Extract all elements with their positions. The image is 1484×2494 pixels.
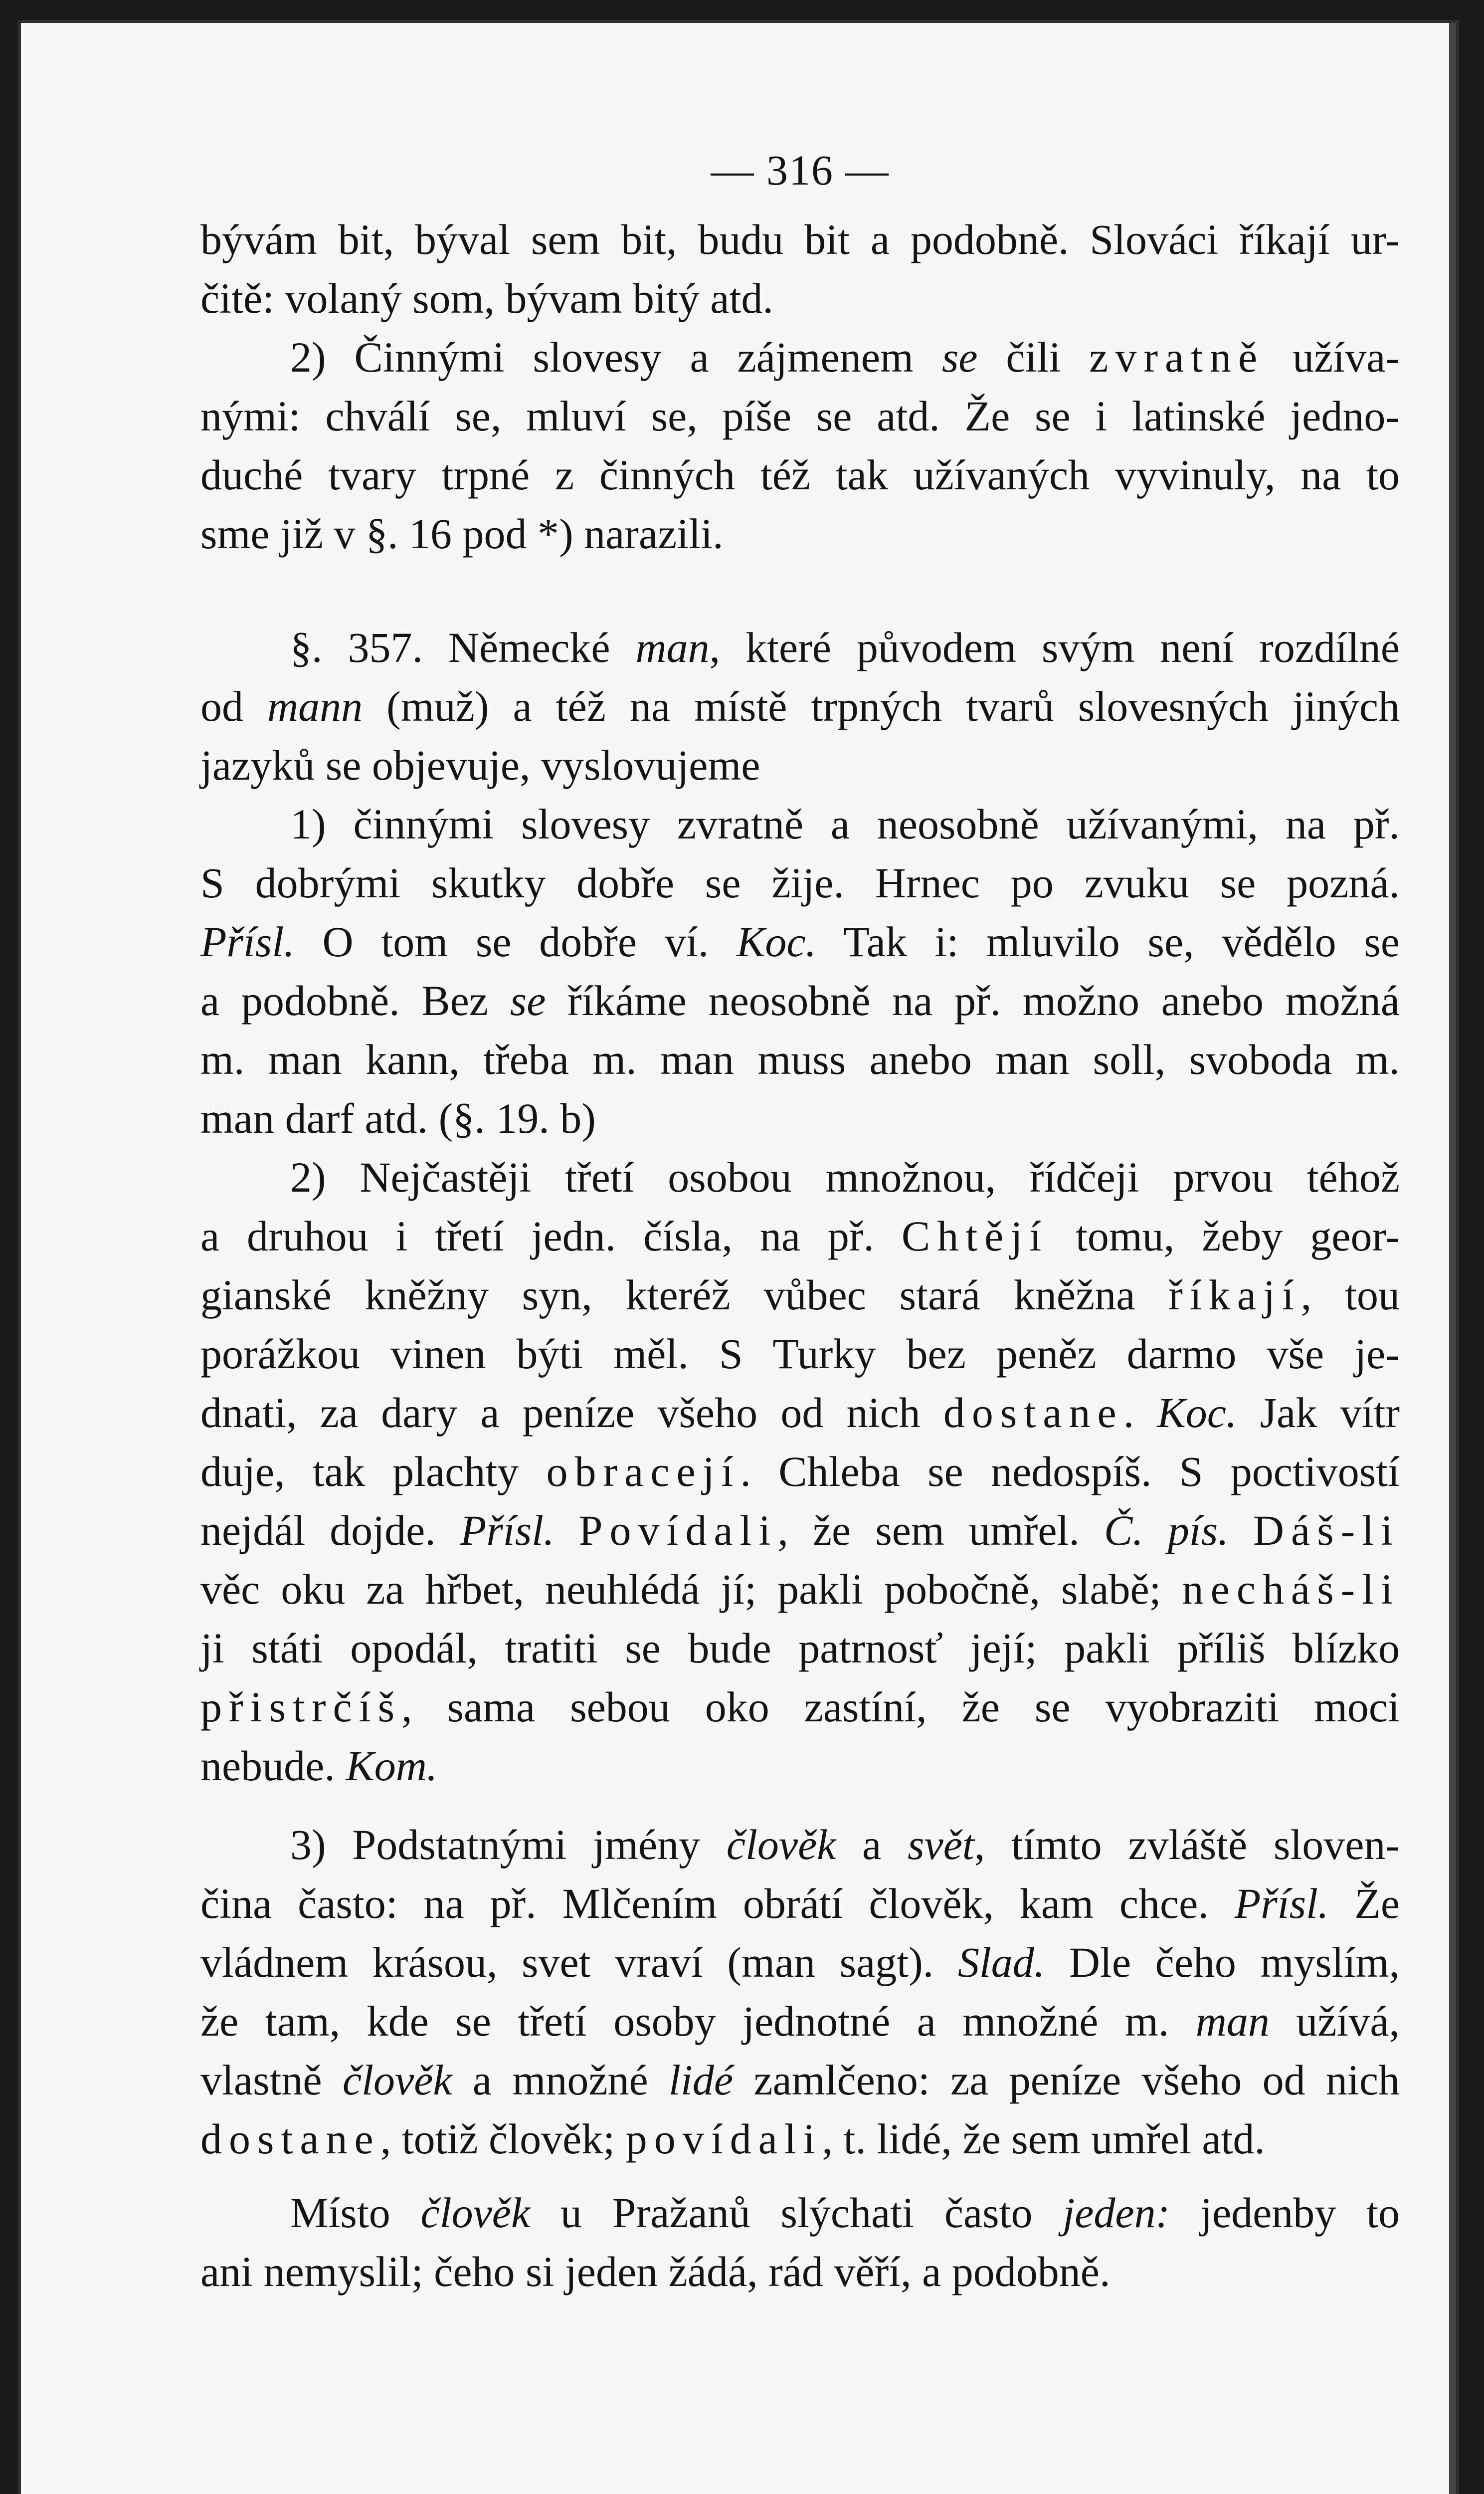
paragraph-point-3	[200, 1815, 1400, 2168]
text-line: 2) Nejčastěji třetí osobou množnou, řídčeji prvou téhož	[290, 1153, 1400, 1201]
text-line: §. 357. Německé man, které původem svým není rozdílné	[290, 624, 1400, 671]
text-line: 1) činnými slovesy zvratně a neosobně užívanými, na př.	[290, 800, 1400, 848]
text-line: 3) Podstatnými jmény člověk a svět, tímto zvláště sloven-	[290, 1821, 1400, 1869]
paragraph-1	[200, 210, 1400, 328]
text-line: Přísl. O tom se dobře ví. Koc. Tak i: mluvilo se, vědělo se	[200, 918, 1400, 966]
text-line: čina často: na př. Mlčením obrátí člověk, kam chce. Přísl. Že	[200, 1879, 1400, 1927]
text-line: vlastně člověk a množné lidé zamlčeno: za peníze všeho od nich	[200, 2056, 1400, 2104]
text-line: čitě: volaný som, bývam bitý atd.	[200, 274, 773, 322]
text-line: nými: chválí se, mluví se, píše se atd. Že se i latinské jedno-	[200, 392, 1400, 440]
text-line: jazyků se objevuje, vyslovujeme	[200, 741, 760, 789]
text-line: věc oku za hřbet, neuhlédá jí; pakli pobočně, slabě; necháš-li	[200, 1565, 1400, 1613]
paragraph-jeden	[200, 2183, 1400, 2301]
text-line: ji státi opodál, tratiti se bude patrnosť její; pakli příliš blízko	[200, 1624, 1400, 1672]
text-line: ani nemyslil; čeho si jeden žádá, rád věří, a podobně.	[200, 2248, 1111, 2295]
text-line: přistrčíš, sama sebou oko zastíní, že se vyobraziti moci	[200, 1683, 1400, 1731]
book-page	[18, 20, 1459, 2494]
text-line: a podobně. Bez se říkáme neosobně na př. možno anebo možná	[200, 977, 1400, 1025]
page-edge	[1449, 23, 1456, 2494]
paragraph-point-2	[200, 1148, 1400, 1795]
text-line: 2) Činnými slovesy a zájmenem se čili zvratně užíva-	[290, 333, 1400, 381]
paragraph-2	[200, 328, 1400, 563]
text-line: nebude. Kom.	[200, 1742, 438, 1790]
text-line: S dobrými skutky dobře se žije. Hrnec po zvuku se pozná.	[200, 859, 1400, 907]
text-line: porážkou vinen býti měl. S Turky bez peněz darmo vše je-	[200, 1330, 1400, 1378]
text-line: sme již v §. 16 pod *) narazili.	[200, 510, 724, 558]
text-line: dnati, za dary a peníze všeho od nich dostane. Koc. Jak vítr	[200, 1389, 1400, 1437]
page-text	[200, 135, 1400, 2301]
text-line: od mann (muž) a též na místě trpných tvarů slovesných jiných	[200, 682, 1400, 730]
text-line: man darf atd. (§. 19. b)	[200, 1094, 596, 1142]
text-line: a druhou i třetí jedn. čísla, na př. Chtějí tomu, žeby geor-	[200, 1212, 1400, 1260]
text-line: že tam, kde se třetí osoby jednotné a množné m. man užívá,	[200, 1997, 1400, 2045]
section-357	[200, 618, 1400, 795]
text-line: duje, tak plachty obracejí. Chleba se nedospíš. S poctivostí	[200, 1448, 1400, 1495]
text-line: vládnem krásou, svet vraví (man sagt). Slad. Dle čeho myslím,	[200, 1938, 1400, 1986]
page-number: — 316 —	[711, 146, 890, 194]
text-line: duché tvary trpné z činných též tak užívaných vyvinuly, na to	[200, 451, 1400, 499]
text-line: gianské kněžny syn, kteréž vůbec stará kněžna říkají, tou	[200, 1271, 1400, 1319]
text-line: nejdál dojde. Přísl. Povídali, že sem umřel. Č. pís. Dáš-li	[200, 1506, 1400, 1554]
text-line: Místo člověk u Pražanů slýchati často jeden: jedenby to	[290, 2189, 1400, 2237]
text-line: m. man kann, třeba m. man muss anebo man soll, svoboda m.	[200, 1036, 1400, 1083]
paragraph-point-1	[200, 795, 1400, 1148]
text-line: dostane, totiž člověk; povídali, t. lidé, že sem umřel atd.	[200, 2115, 1265, 2163]
text-line: bývám bit, býval sem bit, budu bit a podobně. Slováci říkají ur-	[200, 215, 1400, 263]
